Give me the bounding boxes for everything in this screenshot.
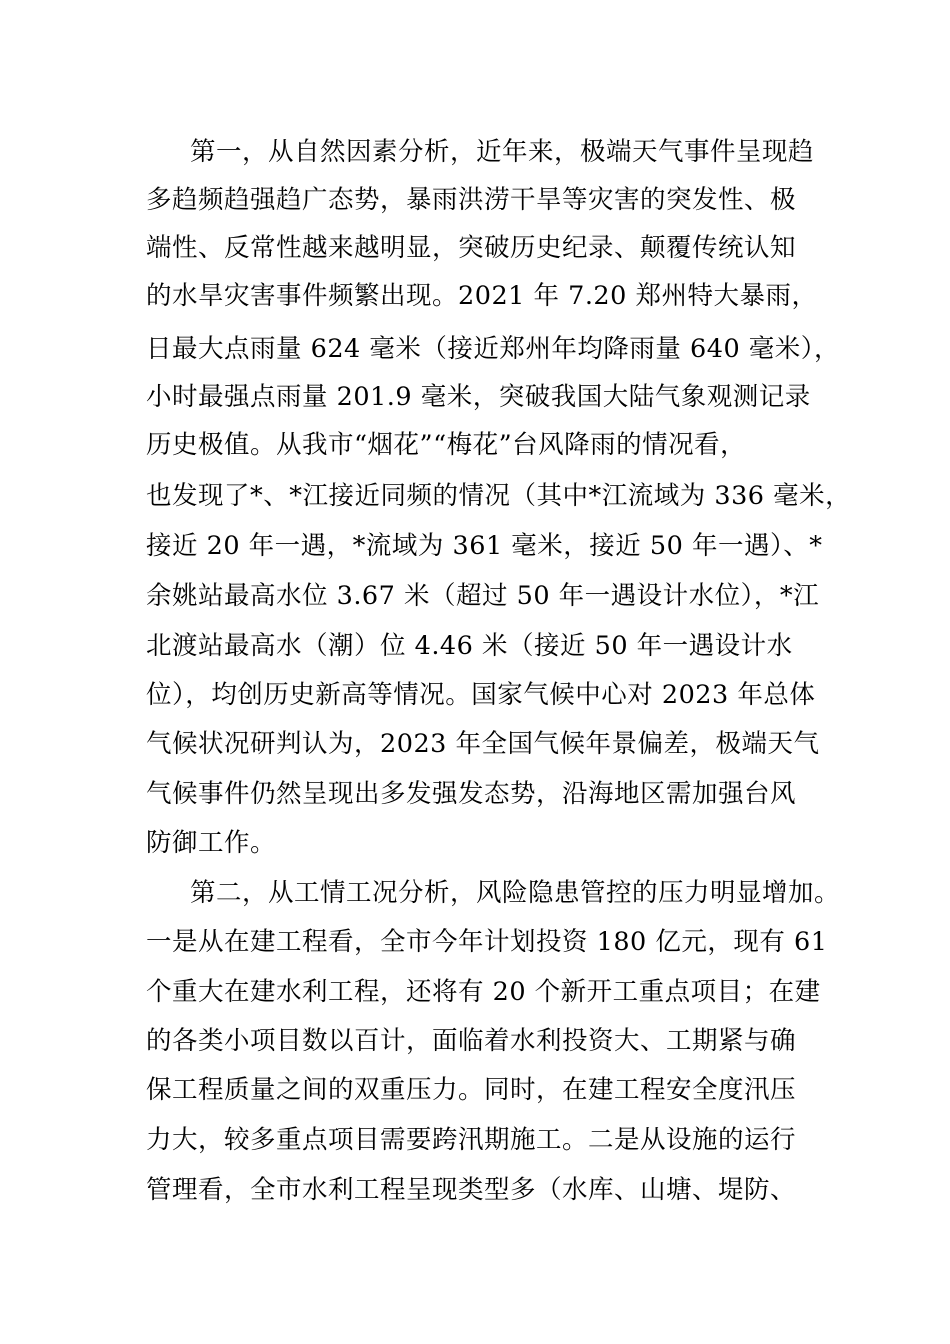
paragraph-1-line: 气候状况研判认为，2023 年全国气候年景偏差，极端天气 <box>146 729 820 759</box>
paragraph-1-line: 接近 20 年一遇，*流域为 361 毫米，接近 50 年一遇）、* <box>146 531 823 561</box>
paragraph-1-line: 的水旱灾害事件频繁出现。2021 年 7.20 郑州特大暴雨， <box>146 281 818 311</box>
paragraph-2-line: 保工程质量之间的双重压力。同时，在建工程安全度汛压 <box>146 1075 797 1105</box>
paragraph-1-line: 防御工作。 <box>146 828 277 858</box>
paragraph-2-line: 一是从在建工程看，全市今年计划投资 180 亿元，现有 61 <box>146 927 828 957</box>
paragraph-2-line: 的各类小项目数以百计，面临着水利投资大、工期紧与确 <box>146 1026 797 1056</box>
paragraph-1-line: 位），均创历史新高等情况。国家气候中心对 2023 年总体 <box>146 680 816 710</box>
paragraph-1-line: 第一，从自然因素分析，近年来，极端天气事件呈现趋 <box>190 137 815 167</box>
paragraph-1-line: 端性、反常性越来越明显，突破历史纪录、颠覆传统认知 <box>146 233 797 263</box>
paragraph-1-line: 北渡站最高水（潮）位 4.46 米（接近 50 年一遇设计水 <box>146 631 793 661</box>
paragraph-1-line: 气候事件仍然呈现出多发强发态势，沿海地区需加强台风 <box>146 779 797 809</box>
paragraph-2-line: 个重大在建水利工程，还将有 20 个新开工重点项目；在建 <box>146 977 821 1007</box>
paragraph-2-line: 力大，较多重点项目需要跨汛期施工。二是从设施的运行 <box>146 1125 797 1155</box>
paragraph-1-line: 余姚站最高水位 3.67 米（超过 50 年一遇设计水位），*江 <box>146 581 820 611</box>
paragraph-2-line: 管理看，全市水利工程呈现类型多（水库、山塘、堤防、 <box>146 1175 797 1205</box>
paragraph-1-line: 小时最强点雨量 201.9 毫米，突破我国大陆气象观测记录 <box>146 382 811 412</box>
paragraph-1-line: 也发现了*、*江接近同频的情况（其中*江流域为 336 毫米， <box>146 481 852 511</box>
paragraph-1-line: 多趋频趋强趋广态势，暴雨洪涝干旱等灾害的突发性、极 <box>146 185 797 215</box>
paragraph-1-line: 历史极值。从我市“烟花”“梅花”台风降雨的情况看， <box>146 430 747 460</box>
paragraph-2-line: 第二，从工情工况分析，风险隐患管控的压力明显增加。 <box>190 878 841 908</box>
paragraph-1-line: 日最大点雨量 624 毫米（接近郑州年均降雨量 640 毫米）， <box>146 334 841 364</box>
